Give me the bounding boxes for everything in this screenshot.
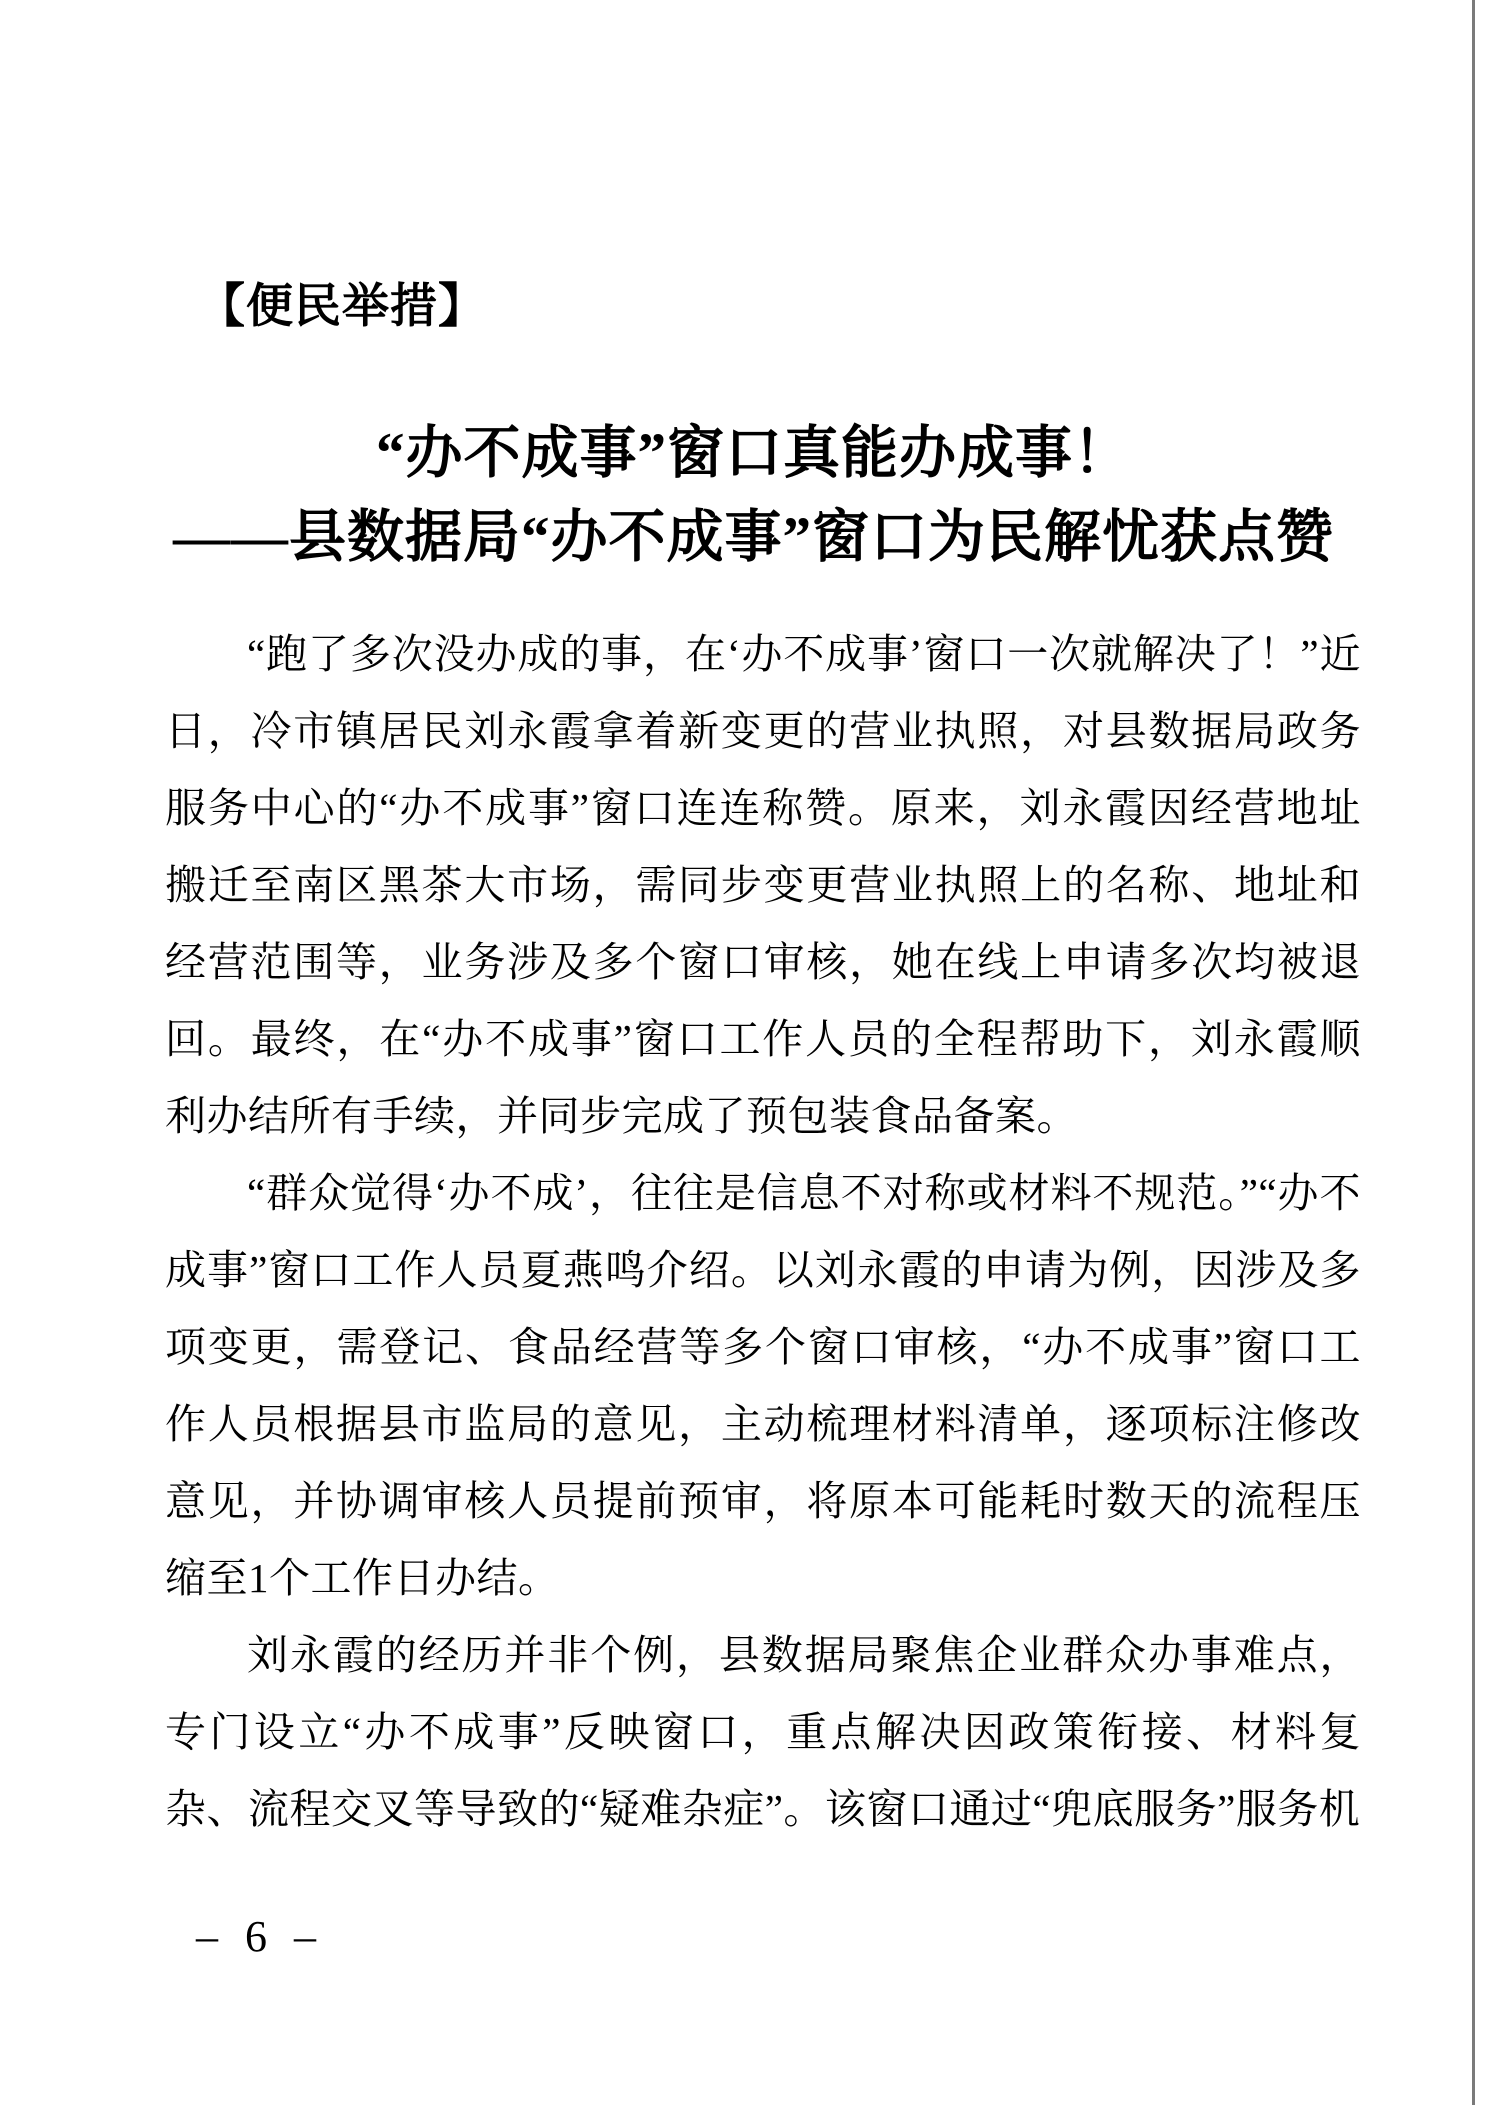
page-number: – 6 – xyxy=(196,1912,324,1961)
page-edge-line xyxy=(1472,0,1475,2105)
body-paragraph: 刘永霞的经历并非个例，县数据局聚焦企业群众办事难点，专门设立“办不成事”反映窗口，重点解决因政策衔接、材料复杂、流程交叉等导致的“疑难杂症”。该窗口通过“兜底服务”服务机 xyxy=(165,1632,1361,1832)
article-title: “办不成事”窗口真能办成事！ xyxy=(376,422,1131,485)
section-header: 【便民举措】 xyxy=(198,279,486,332)
article-body xyxy=(165,616,1361,1848)
article-subtitle: ——县数据局“办不成事”窗口为民解忧获点赞 xyxy=(173,506,1334,569)
body-paragraph: “群众觉得‘办不成’，往往是信息不对称或材料不规范。”“办不成事”窗口工作人员夏燕鸣介绍。以刘永霞的申请为例，因涉及多项变更，需登记、食品经营等多个窗口审核，“办不成事”窗口工作人员根据县市监局的意见，主动梳理材料清单，逐项标注修改意见，并协调审核人员提前预审，将原本可能耗时数天的流程压缩至1个工作日办结。 xyxy=(165,1170,1361,1601)
body-paragraph: “跑了多次没办成的事，在‘办不成事’窗口一次就解决了！”近日，冷市镇居民刘永霞拿着新变更的营业执照，对县数据局政务服务中心的“办不成事”窗口连连称赞。原来，刘永霞因经营地址搬迁至南区黑茶大市场，需同步变更营业执照上的名称、地址和经营范围等，业务涉及多个窗口审核，她在线上申请多次均被退回。最终，在“办不成事”窗口工作人员的全程帮助下，刘永霞顺利办结所有手续，并同步完成了预包装食品备案。 xyxy=(165,631,1361,1139)
title-block xyxy=(146,412,1361,580)
